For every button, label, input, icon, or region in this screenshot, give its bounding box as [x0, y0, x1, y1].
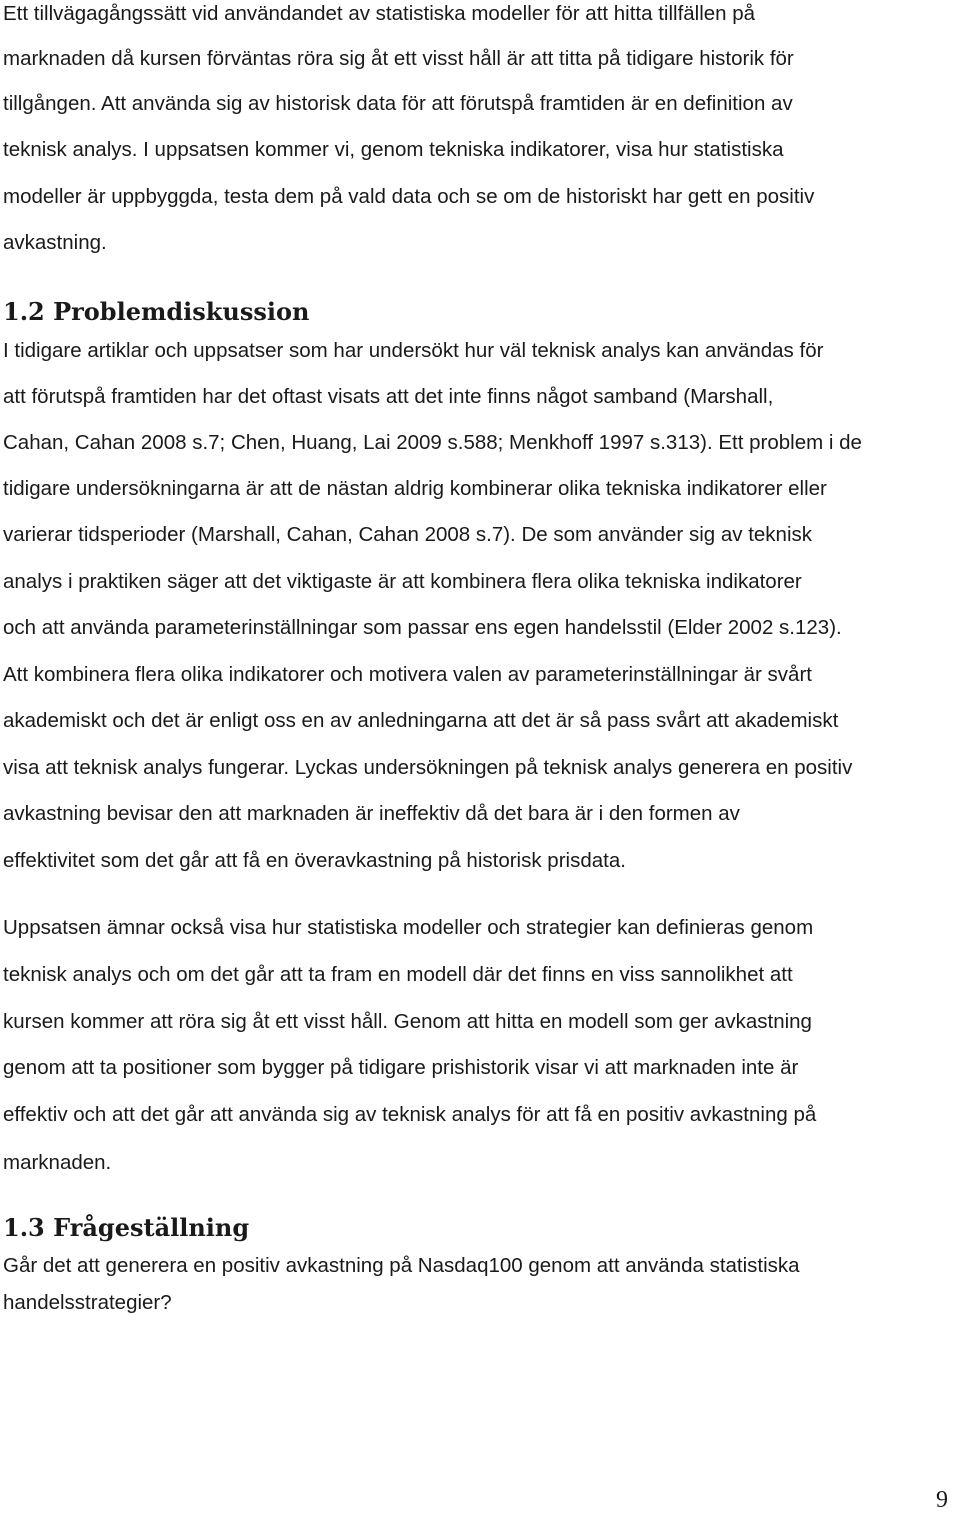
text-line: Går det att generera en positiv avkastning på Nasdaq100 genom att använda statistiska — [3, 1254, 800, 1277]
text-line: Cahan, Cahan 2008 s.7; Chen, Huang, Lai 2009 s.588; Menkhoff 1997 s.313). Ett problem i de — [3, 431, 862, 454]
text-line: marknaden då kursen förväntas röra sig åt ett visst håll är att titta på tidigare historik för — [3, 47, 794, 70]
text-line: analys i praktiken säger att det viktigaste är att kombinera flera olika tekniska indikatorer — [3, 570, 802, 593]
page-number: 9 — [936, 1487, 948, 1513]
text-line: tillgången. Att använda sig av historisk data för att förutspå framtiden är en definition av — [3, 92, 793, 115]
text-line: Att kombinera flera olika indikatorer och motivera valen av parameterinställningar är svårt — [3, 663, 812, 686]
text-line: teknisk analys och om det går att ta fram en modell där det finns en viss sannolikhet att — [3, 963, 793, 986]
section-heading: 1.2 Problemdiskussion — [3, 297, 310, 326]
text-line: och att använda parameterinställningar som passar ens egen handelsstil (Elder 2002 s.123). — [3, 616, 842, 639]
text-line: effektiv och att det går att använda sig av teknisk analys för att få en positiv avkastning på — [3, 1103, 817, 1126]
text-line: modeller är uppbyggda, testa dem på vald data och se om de historiskt har gett en positiv — [3, 185, 815, 208]
text-line: teknisk analys. I uppsatsen kommer vi, genom tekniska indikatorer, visa hur statistiska — [3, 138, 784, 161]
text-line: handelsstrategier? — [3, 1291, 172, 1314]
text-line: visa att teknisk analys fungerar. Lyckas undersökningen på teknisk analys generera en positiv — [3, 756, 853, 779]
text-line: Uppsatsen ämnar också visa hur statistiska modeller och strategier kan definieras genom — [3, 916, 814, 939]
text-line: varierar tidsperioder (Marshall, Cahan, Cahan 2008 s.7). De som använder sig av teknisk — [3, 523, 812, 546]
text-line: avkastning bevisar den att marknaden är ineffektiv då det bara är i den formen av — [3, 802, 740, 825]
text-line: genom att ta positioner som bygger på tidigare prishistorik visar vi att marknaden inte är — [3, 1056, 799, 1079]
text-line: akademiskt och det är enligt oss en av anledningarna att det är så pass svårt att akademiskt — [3, 709, 839, 732]
text-line: avkastning. — [3, 231, 107, 254]
text-line: tidigare undersökningarna är att de nästan aldrig kombinerar olika tekniska indikatorer eller — [3, 477, 827, 500]
text-line: Ett tillvägagångssätt vid användandet av statistiska modeller för att hitta tillfällen på — [3, 2, 756, 25]
text-line: effektivitet som det går att få en överavkastning på historisk prisdata. — [3, 849, 626, 872]
text-line: kursen kommer att röra sig åt ett visst håll. Genom att hitta en modell som ger avkastning — [3, 1010, 812, 1033]
text-line: I tidigare artiklar och uppsatser som har undersökt hur väl teknisk analys kan användas för — [3, 339, 824, 362]
text-line: att förutspå framtiden har det oftast visats att det inte finns något samband (Marshall, — [3, 385, 774, 408]
text-line: marknaden. — [3, 1151, 112, 1174]
section-heading: 1.3 Frågeställning — [3, 1213, 250, 1242]
